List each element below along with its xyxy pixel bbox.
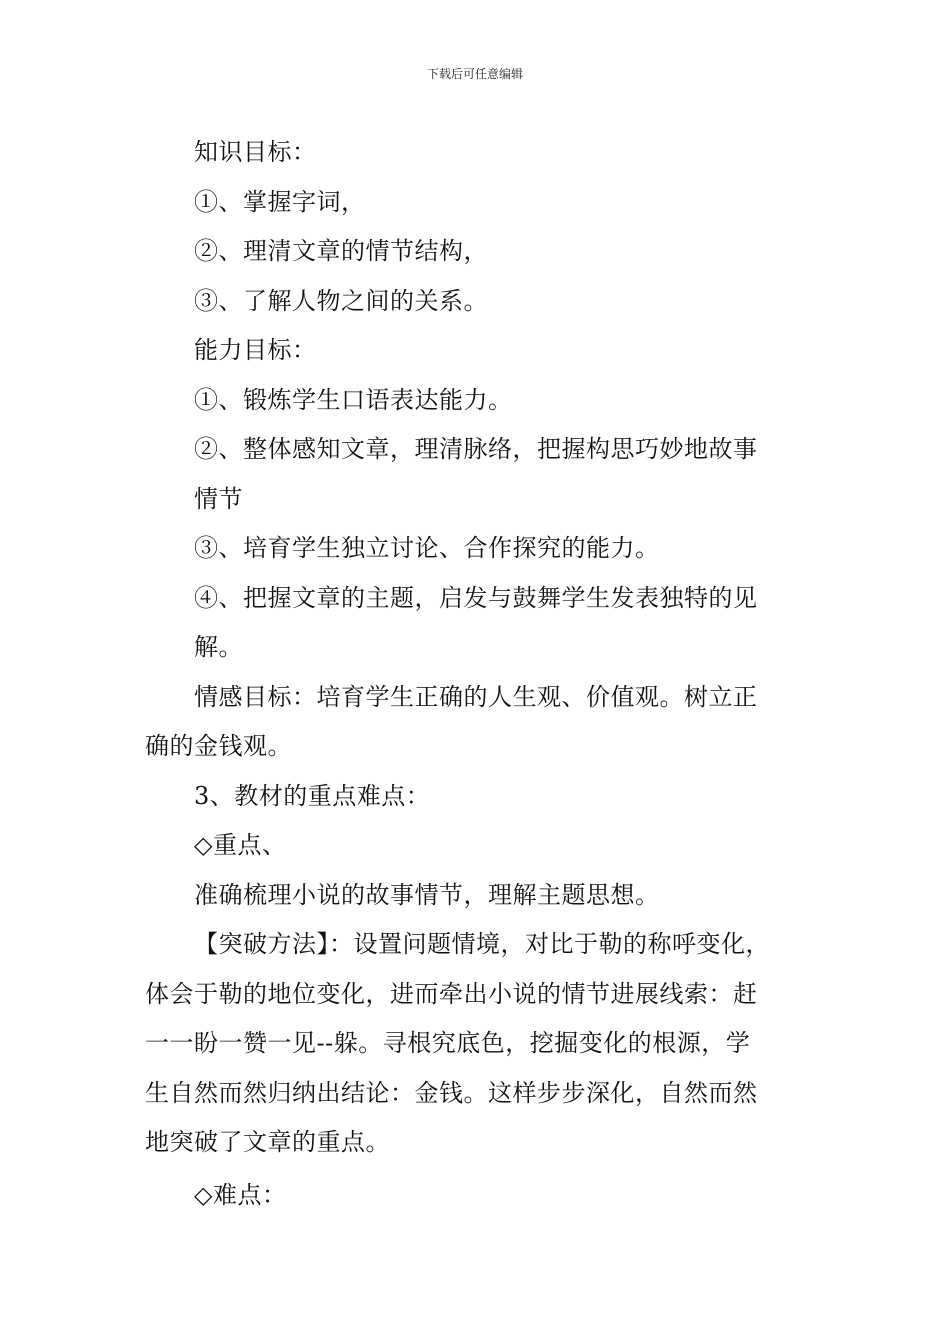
- document-body: [145, 128, 815, 1220]
- breakthrough-method-cont-3: 生自然而然归纳出结论：金钱。这样步步深化，自然而然: [145, 1078, 758, 1107]
- knowledge-goal-3: ③、了解人物之间的关系。: [194, 286, 488, 315]
- knowledge-goal-1: ①、掌握字词，: [194, 187, 366, 216]
- ability-goal-2-cont: 情节: [194, 484, 243, 513]
- heading-key-difficult-points: 3、教材的重点难点：: [194, 781, 431, 810]
- breakthrough-method-cont-2: 一一盼一赞一见--躲。寻根究底色，挖掘变化的根源，学: [145, 1029, 751, 1057]
- breakthrough-method: 【突破方法】：设置问题情境，对比于勒的称呼变化，: [194, 930, 770, 958]
- emotion-goal: 情感目标：培育学生正确的人生观、价值观。树立正: [194, 682, 758, 711]
- ability-goal-4-cont: 解。: [194, 633, 243, 661]
- heading-difficult-point: ◇难点：: [194, 1180, 287, 1209]
- heading-knowledge-goals: 知识目标：: [194, 138, 317, 166]
- ability-goal-3: ③、培育学生独立讨论、合作探究的能力。: [194, 534, 660, 562]
- ability-goal-2: ②、整体感知文章，理清脉络，把握构思巧妙地故事: [194, 435, 758, 463]
- emotion-goal-cont: 确的金钱观。: [145, 732, 292, 760]
- heading-ability-goals: 能力目标：: [194, 336, 317, 364]
- knowledge-goal-2: ②、理清文章的情节结构，: [194, 237, 488, 265]
- page-header-note: 下载后可任意编辑: [426, 67, 523, 81]
- breakthrough-method-cont-4: 地突破了文章的重点。: [145, 1128, 390, 1156]
- key-point-text: 准确梳理小说的故事情节，理解主题思想。: [194, 880, 660, 909]
- ability-goal-1: ①、锻炼学生口语表达能力。: [194, 385, 513, 414]
- breakthrough-method-cont-1: 体会于勒的地位变化，进而牵出小说的情节进展线索：赶: [145, 979, 758, 1008]
- ability-goal-4: ④、把握文章的主题，启发与鼓舞学生发表独特的见: [194, 583, 758, 612]
- heading-key-point: ◇重点、: [194, 831, 287, 859]
